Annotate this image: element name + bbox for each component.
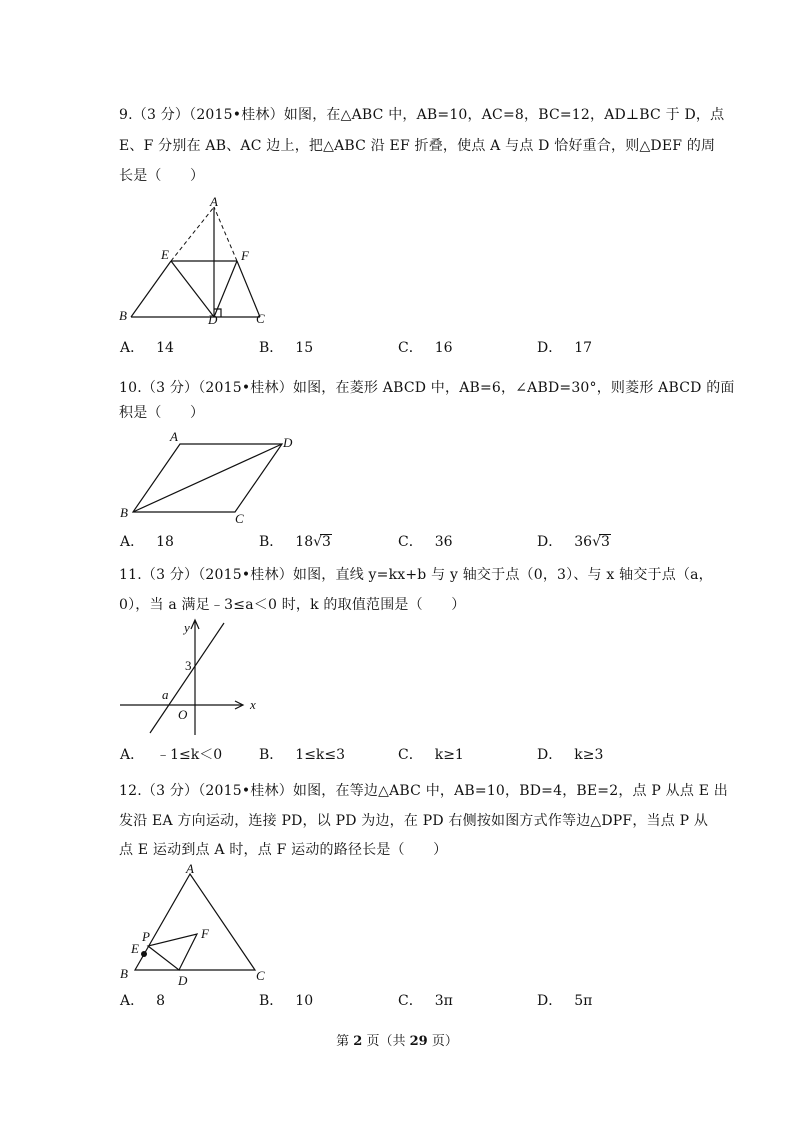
q10-figure	[110, 425, 310, 530]
q9-side-be	[131, 261, 171, 317]
q11-label-x: x	[250, 697, 256, 712]
q9-side-cf	[237, 261, 260, 317]
q10-option-b-radical: √ 3	[313, 534, 331, 550]
q10-text-line1: 10.（3 分）（2015•桂林）如图，在菱形 ABCD 中，AB=6，∠ABD=30°，则菱形 ABCD 的面	[119, 380, 735, 396]
q11-text-line2: 0），当 a 满足﹣3≤a＜0 时，k 的取值范围是（ ）	[119, 597, 466, 613]
q9-text-line3: 长是（ ）	[119, 168, 205, 184]
q12-label-b: B	[120, 966, 128, 981]
q12-label-f: F	[201, 926, 209, 941]
q12-label-e: E	[131, 941, 139, 956]
q12-text-line1: 12.（3 分）（2015•桂林）如图，在等边△ABC 中，AB=10，BD=4，BE=2，点 P 从点 E 出	[119, 783, 728, 799]
q9-option-c[interactable]: C． 16	[398, 340, 453, 356]
q12-label-p: P	[142, 929, 150, 944]
q10-option-c[interactable]: C． 36	[398, 534, 453, 550]
q10-option-d[interactable]: D． 36√ 3	[537, 534, 610, 550]
q9-option-a[interactable]: A． 14	[120, 340, 174, 356]
footer-total-pages: 29	[409, 1034, 428, 1049]
page-footer: 第 2 页（共 29 页）	[336, 1034, 458, 1049]
q12-triangle-dpf	[148, 934, 197, 970]
q10-diagonal-bd	[133, 444, 282, 512]
q12-triangle-abc	[135, 874, 255, 970]
q11-label-a: a	[162, 687, 169, 702]
footer-page-number: 2	[353, 1034, 363, 1049]
q9-label-f: F	[241, 248, 249, 263]
q11-label-origin: O	[178, 707, 188, 722]
q11-option-a[interactable]: A． ﹣1≤k＜0	[120, 747, 223, 763]
q9-label-e: E	[161, 247, 169, 262]
q12-label-d: D	[178, 973, 188, 988]
q12-text-line2: 发沿 EA 方向运动，连接 PD，以 PD 为边，在 PD 右侧按如图方式作等边△DPF，当点 P 从	[119, 813, 709, 829]
q9-label-a: A	[210, 194, 218, 209]
q11-figure	[110, 615, 270, 740]
q12-point-e	[141, 951, 147, 957]
q9-figure	[110, 190, 280, 330]
q9-text-line1: 9.（3 分）（2015•桂林）如图，在△ABC 中，AB=10，AC=8，BC=12，AD⊥BC 于 D，点	[119, 107, 725, 123]
q9-option-d[interactable]: D． 17	[537, 340, 593, 356]
q10-label-c: C	[235, 511, 244, 526]
q10-label-b: B	[120, 505, 128, 520]
q10-label-a: A	[170, 429, 178, 444]
q9-segment-ed	[171, 261, 214, 317]
q10-option-a[interactable]: A． 18	[120, 534, 174, 550]
q12-option-c[interactable]: C． 3π	[398, 993, 453, 1009]
q9-text-line2: E、F 分别在 AB、AC 边上，把△ABC 沿 EF 折叠，使点 A 与点 D 恰好重合，则△DEF 的周	[119, 138, 716, 154]
q12-label-a: A	[186, 861, 194, 876]
q11-label-3: 3	[185, 658, 192, 673]
q9-dashed-ae	[171, 207, 214, 261]
q10-label-d: D	[283, 435, 293, 450]
q12-option-d[interactable]: D． 5π	[537, 993, 593, 1009]
q12-option-b[interactable]: B． 10	[259, 993, 314, 1009]
q11-text-line1: 11.（3 分）（2015•桂林）如图，直线 y=kx+b 与 y 轴交于点（0，3）、与 x 轴交于点（a，	[119, 567, 713, 583]
q12-label-c: C	[256, 968, 265, 983]
q11-option-d[interactable]: D． k≥3	[537, 747, 604, 763]
q10-text-line2: 积是（ ）	[119, 405, 205, 421]
q12-option-a[interactable]: A． 8	[120, 993, 166, 1009]
q12-figure	[110, 860, 280, 990]
q9-label-b: B	[119, 308, 127, 323]
q11-option-b[interactable]: B． 1≤k≤3	[259, 747, 346, 763]
q9-option-b[interactable]: B． 15	[259, 340, 314, 356]
q10-option-d-radical: √ 3	[592, 534, 610, 550]
q11-option-c[interactable]: C． k≥1	[398, 747, 464, 763]
q9-dashed-af	[214, 207, 237, 261]
q10-option-b[interactable]: B． 18√ 3	[259, 534, 331, 550]
q11-label-y: y	[184, 620, 190, 635]
q9-label-d: D	[208, 312, 218, 327]
q9-label-c: C	[256, 311, 265, 326]
q12-text-line3: 点 E 运动到点 A 时，点 F 运动的路径长是（ ）	[119, 842, 448, 858]
